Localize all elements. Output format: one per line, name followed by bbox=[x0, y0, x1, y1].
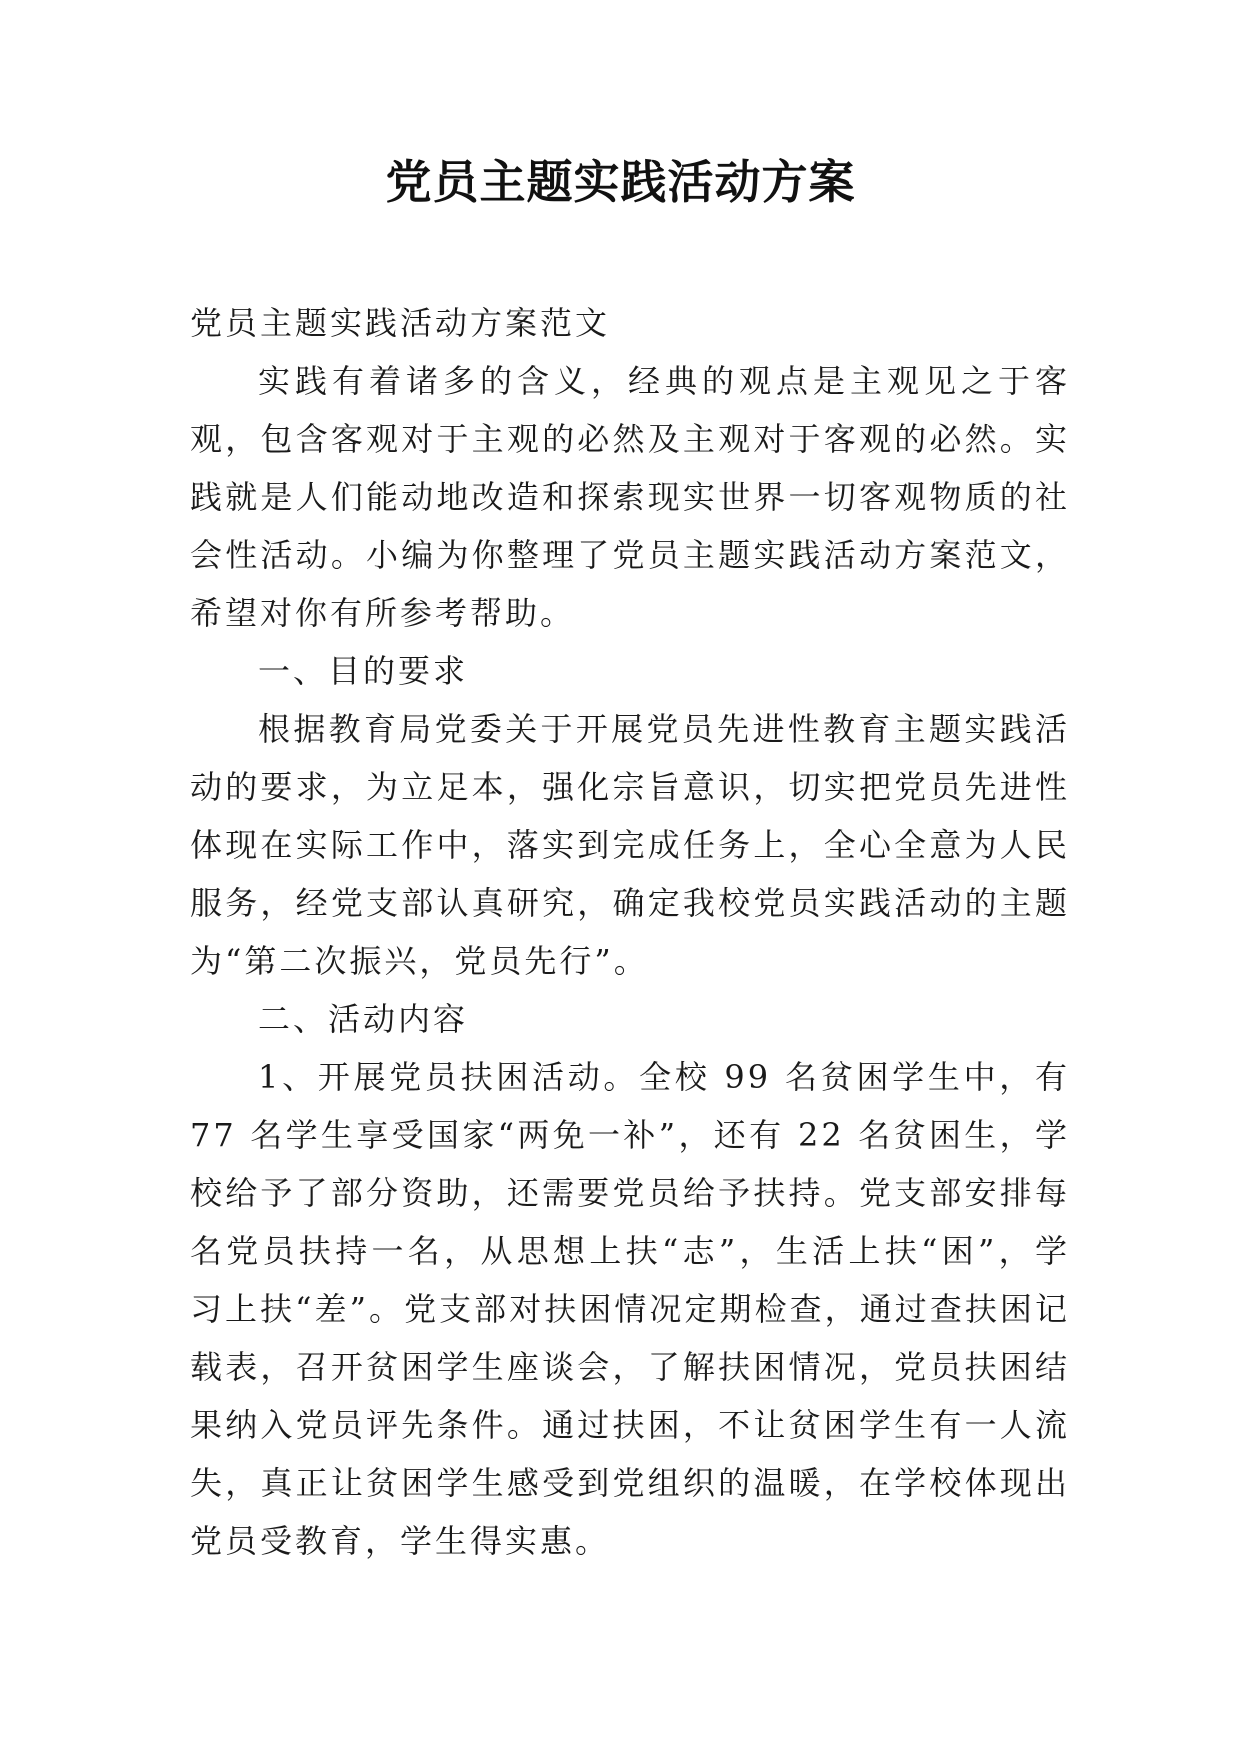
content-paragraph-1: 1、开展党员扶困活动。全校 99 名贫困学生中，有 77 名学生享受国家“两免一补”，还有 22 名贫困生，学校给予了部分资助，还需要党员给予扶持。党支部安排每名党员扶持一名，从思想上扶“志”，生活上扶“困”，学习上扶“差”。党支部对扶困情况定期检查，通过查扶困记载表，召开贫困学生座谈会，了解扶困情况，党员扶困结果纳入党员评先条件。通过扶困，不让贫困学生有一人流失，真正让贫困学生感受到党组织的温暖，在学校体现出党员受教育，学生得实惠。 bbox=[190, 1058, 1070, 1560]
intro-paragraph: 实践有着诸多的含义，经典的观点是主观见之于客观，包含客观对于主观的必然及主观对于客观的必然。实践就是人们能动地改造和探索现实世界一切客观物质的社会性活动。小编为你整理了党员主题实践活动方案范文，希望对你有所参考帮助。 bbox=[190, 362, 1070, 632]
section-heading-content: 二、活动内容 bbox=[258, 1000, 469, 1038]
document-title: 党员主题实践活动方案 bbox=[385, 155, 856, 209]
section-heading-goals: 一、目的要求 bbox=[258, 652, 469, 690]
document-subtitle: 党员主题实践活动方案范文 bbox=[190, 304, 611, 342]
goals-paragraph: 根据教育局党委关于开展党员先进性教育主题实践活动的要求，为立足本，强化宗旨意识，切实把党员先进性体现在实际工作中，落实到完成任务上，全心全意为人民服务，经党支部认真研究，确定我校党员实践活动的主题为“第二次振兴，党员先行”。 bbox=[190, 710, 1070, 980]
document-body bbox=[190, 294, 1070, 1570]
